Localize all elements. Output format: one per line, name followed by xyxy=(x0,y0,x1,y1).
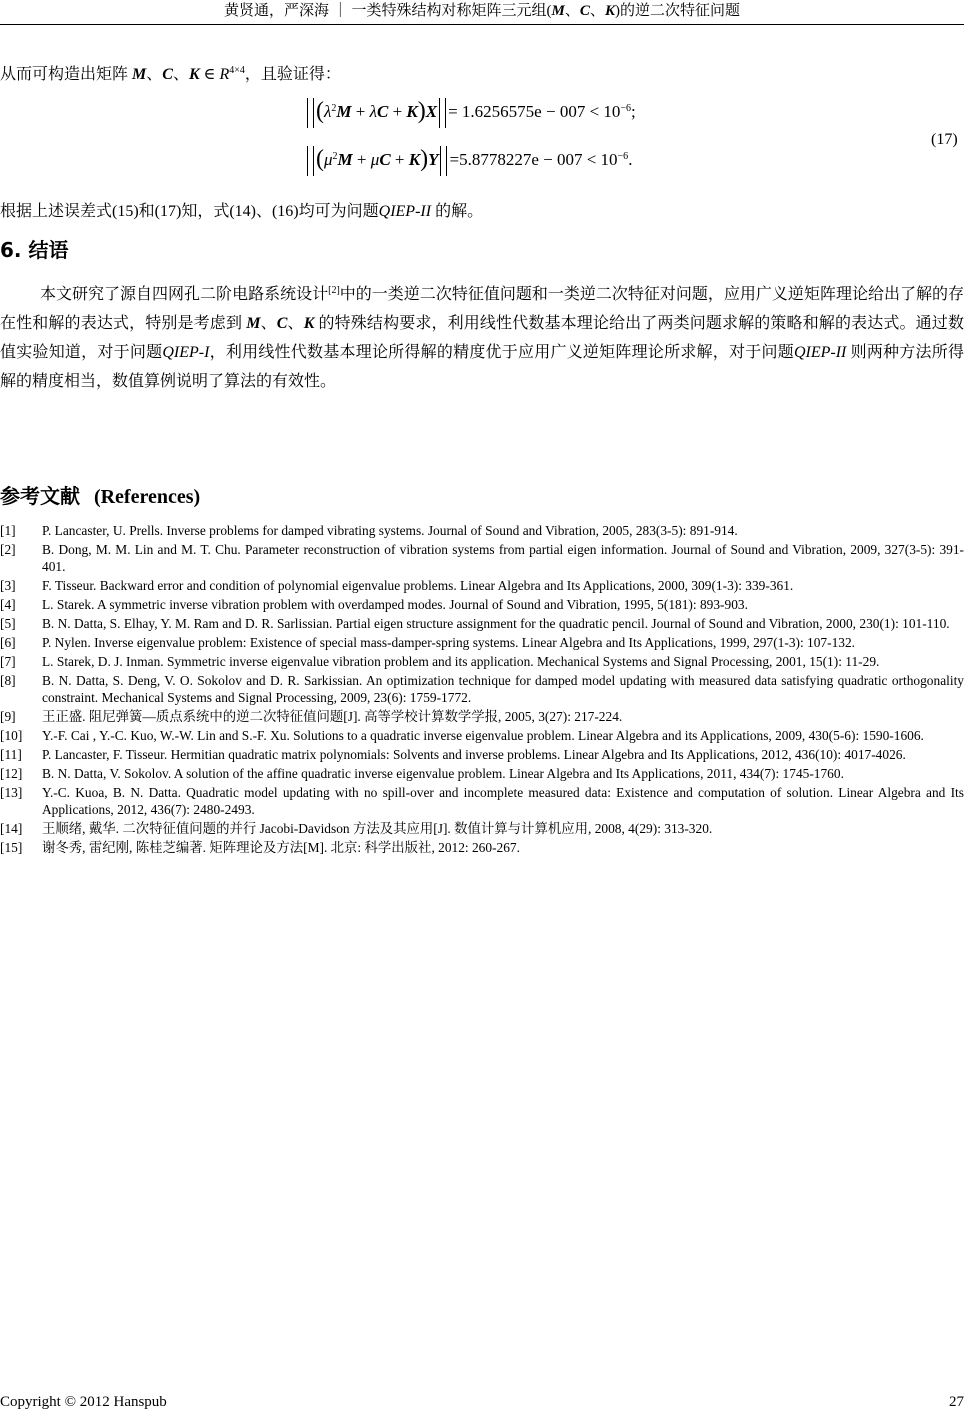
summary-paragraph: 本文研究了源自四网孔二阶电路系统设计[2]中的一类逆二次特征值问题和一类逆二次特征对问题，应用广义逆矩阵理论给出了解的存在性和解的表达式，特别是考虑到 M、C、K 的特殊结构要求，利用线性代数基本理论给出了两类问题求解的策略和解的表达式。通过数值实验知道，对于问题QIEP-I，利用线性代数基本理论所得解的精度优于应用广义逆矩阵理论所求解，对于问题QIEP-II 则两种方法所得解的精度相当，数值算例说明了算法的有效性。 xyxy=(0,285,964,390)
norm-bar-left xyxy=(307,98,314,128)
intro-line: 从而可构造出矩阵 M、C、K ∈ $R^{4\times 4}$，且验证得： xyxy=(0,65,341,83)
reference-item xyxy=(0,727,964,744)
reference-number: [10] xyxy=(0,728,23,743)
reference-number: [6] xyxy=(0,635,16,650)
equation-residual-y: $(\mu^2M + \mu C + K)Y =5.8778227e - 007 < 10^{-6}$. xyxy=(305,146,632,172)
running-header: 黄贤通，严深海 ｜ 一类特殊结构对称矩阵三元组(M、C、K)的逆二次特征问题 xyxy=(224,3,740,19)
reference-number: [15] xyxy=(0,840,23,855)
reference-number: [1] xyxy=(0,523,16,538)
references-title: 参考文献 (References) xyxy=(0,484,201,508)
reference-text: B. N. Datta, S. Deng, V. O. Sokolov and D. R. Sarkissian. An optimization technique for damped model updating with measured data satisfying quadratic orthogonality constraint. Mechanical Systems and Signal Processing, 2009, 23(6): 1759-1772. xyxy=(42,673,964,705)
reference-text: P. Nylen. Inverse eigenvalue problem: Existence of special mass-damper-spring systems. Linear Algebra and Its Applications, 1999, 297(1-3): 107-132. xyxy=(42,635,856,650)
reference-item xyxy=(0,765,964,782)
reference-text: 谢冬秀, 雷纪刚, 陈桂芝编著. 矩阵理论及方法[M]. 北京: 科学出版社, 2012: 260-267. xyxy=(42,840,520,855)
reference-number: [5] xyxy=(0,616,16,631)
reference-text: L. Starek. A symmetric inverse vibration problem with overdamped modes. Journal of Sound and Vibration, 1995, 5(181): 893-903. xyxy=(42,597,748,612)
reference-item xyxy=(0,541,964,575)
reference-text: B. Dong, M. M. Lin and M. T. Chu. Parameter reconstruction of vibration systems from partial eigen information. Journal of Sound and Vibration, 2009, 327(3-5): 391-401. xyxy=(42,542,964,574)
reference-text: Y.-F. Cai , Y.-C. Kuo, W.-W. Lin and S.-F. Xu. Solutions to a quadratic inverse eigenvalue problem. Linear Algebra and its Applications, 2009, 430(5-6): 1590-1606. xyxy=(42,728,924,743)
reference-text: P. Lancaster, F. Tisseur. Hermitian quadratic matrix polynomials: Solvents and inverse problems. Linear Algebra and Its Applications, 2012, 436(10): 4017-4026. xyxy=(42,747,906,762)
copyright-text: Copyright © 2012 Hanspub xyxy=(0,1394,167,1410)
reference-text: P. Lancaster, U. Prells. Inverse problems for damped vibrating systems. Journal of Sound and Vibration, 2005, 283(3-5): 891-914. xyxy=(42,523,738,538)
equation-number: (17) xyxy=(931,131,958,148)
reference-text: F. Tisseur. Backward error and condition of polynomial eigenvalue problems. Linear Algebra and Its Applications, 2000, 309(1-3): 339-361. xyxy=(42,578,794,593)
reference-number: [4] xyxy=(0,597,16,612)
conclusion-line: 根据上述误差式(15)和(17)知，式(14)、(16)均可为问题QIEP-II 的解。 xyxy=(0,203,484,220)
reference-item xyxy=(0,708,964,725)
reference-number: [7] xyxy=(0,654,16,669)
reference-item xyxy=(0,596,964,613)
reference-text: 王顺绪, 戴华. 二次特征值问题的并行 Jacobi-Davidson 方法及其应用[J]. 数值计算与计算机应用, 2008, 4(29): 313-320. xyxy=(42,821,713,836)
reference-item xyxy=(0,577,964,594)
reference-item xyxy=(0,672,964,706)
reference-number: [11] xyxy=(0,747,22,762)
reference-list xyxy=(0,522,964,858)
reference-text: 王正盛. 阻尼弹簧—质点系统中的逆二次特征值问题[J]. 高等学校计算数学学报, 2005, 3(27): 217-224. xyxy=(42,709,623,724)
reference-item xyxy=(0,820,964,837)
reference-item xyxy=(0,522,964,539)
reference-text: B. N. Datta, V. Sokolov. A solution of the affine quadratic inverse eigenvalue problem. Linear Algebra and Its Applications, 2011, 434(7): 1745-1760. xyxy=(42,766,844,781)
reference-text: L. Starek, D. J. Inman. Symmetric inverse eigenvalue vibration problem and its application. Mechanical Systems and Signal Processing, 2001, 15(1): 11-29. xyxy=(42,654,880,669)
reference-text: B. N. Datta, S. Elhay, Y. M. Ram and D. R. Sarlissian. Partial eigen structure assignment for the quadratic pencil. Journal of Sound and Vibration, 2000, 230(1): 101-110. xyxy=(42,616,950,631)
reference-number: [13] xyxy=(0,785,23,800)
reference-text: Y.-C. Kuoa, B. N. Datta. Quadratic model updating with no spill-over and incomplete measured data: Existence and computation of solution. Linear Algebra and Its Applications, 2012, 436(7): 2480-2493. xyxy=(42,785,964,817)
norm-bar-right xyxy=(440,146,447,176)
reference-item xyxy=(0,784,964,818)
reference-number: [8] xyxy=(0,673,16,688)
norm-bar-left xyxy=(307,146,314,176)
header-rule xyxy=(0,24,964,25)
reference-item xyxy=(0,634,964,651)
reference-number: [9] xyxy=(0,709,16,724)
reference-item xyxy=(0,839,964,856)
equation-residual-x: $(\lambda^2M + \lambda C + K)X = 1.6256575e - 007 < 10^{-6}$; xyxy=(305,98,636,124)
reference-number: [3] xyxy=(0,578,16,593)
reference-number: [12] xyxy=(0,766,23,781)
reference-item xyxy=(0,746,964,763)
reference-number: [2] xyxy=(0,542,16,557)
reference-number: [14] xyxy=(0,821,23,836)
reference-item xyxy=(0,615,964,632)
page-number: 27 xyxy=(949,1394,964,1410)
section-title: 6. 结语 xyxy=(0,238,69,262)
reference-item xyxy=(0,653,964,670)
norm-bar-right xyxy=(439,98,446,128)
